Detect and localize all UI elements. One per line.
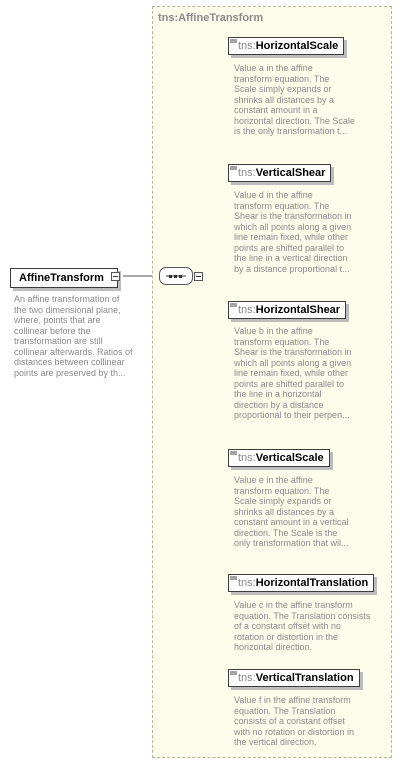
vertical-shear-documentation: Value d in the affine transform equation. The Shear is the transformation in which all points along a given line remain fixed, while other points are shifted parallel to the line in a vertical direction by a distance proportional t... [234, 190, 352, 274]
element-icon [230, 303, 237, 308]
element-icon [230, 166, 237, 171]
root-element-box[interactable] [10, 268, 118, 288]
element-horizontal-scale[interactable]: tns: HorizontalScale [228, 37, 344, 55]
vertical-translation-documentation: Value f in the affine transform equation. The Translation consists of a constant offset with no rotation or distortion in the vertical direction. [234, 695, 355, 747]
complex-type-title: tns:AffineTransform [158, 12, 264, 24]
element-icon [230, 451, 237, 456]
element-vertical-translation[interactable]: tns: VerticalTranslation [228, 669, 360, 687]
root-collapse-icon[interactable] [111, 272, 120, 281]
element-horizontal-translation[interactable]: tns: HorizontalTranslation [228, 574, 374, 592]
root-element-name: AffineTransform [19, 272, 104, 284]
horizontal-scale-documentation: Value a in the affine transform equation. The Scale simply expands or shrinks all distances by a constant amount in a horizontal direction. The Scale is the only transformation t... [234, 63, 355, 136]
element-vertical-shear[interactable]: tns: VerticalShear [228, 164, 331, 182]
element-icon [230, 576, 237, 581]
sequence-collapse-icon[interactable] [194, 272, 203, 281]
vertical-scale-documentation: Value e in the affine transform equation. The Scale simply expands or shrinks all distances by a constant amount in a vertical direction. The Scale is the only transformation that wil... [234, 475, 349, 548]
root-documentation: An affine transformation of the two dimensional plane, where, points that are collinear before the transformation are still collinear afterwards. Ratios of distances between collinear points are preserved by th... [14, 294, 133, 378]
horizontal-translation-documentation: Value c in the affine transform equation. The Translation consists of a constant offset with no rotation or distortion in the horizontal direction. [234, 600, 371, 652]
sequence-compositor-icon[interactable] [159, 267, 193, 285]
element-horizontal-shear[interactable]: tns: HorizontalShear [228, 301, 346, 319]
horizontal-shear-documentation: Value b in the affine transform equation. The Shear is the transformation in which all points along a given line remain fixed, while other points are shifted parallel to the line in a horizontal direction by a distance proportional to their perpen... [234, 326, 352, 420]
element-vertical-scale[interactable]: tns: VerticalScale [228, 449, 330, 467]
element-icon [230, 671, 237, 676]
element-icon [230, 39, 237, 44]
